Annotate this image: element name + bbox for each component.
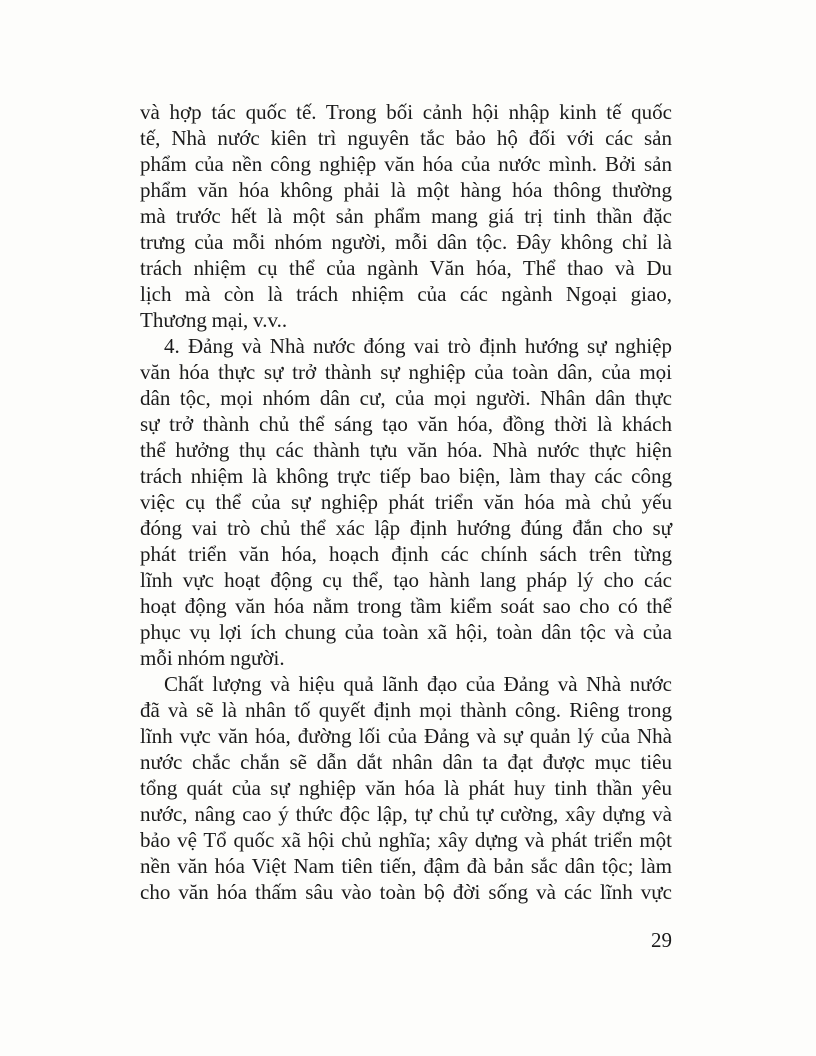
body-text xyxy=(140,99,672,905)
text-line: trách nhiệm cụ thể của ngành Văn hóa, Thể thao và Du xyxy=(140,256,672,280)
text-line: mà trước hết là một sản phẩm mang giá trị tinh thần đặc xyxy=(140,204,672,228)
text-line: phục vụ lợi ích chung của toàn xã hội, toàn dân tộc và của xyxy=(140,620,672,644)
text-line: dân tộc, mọi nhóm dân cư, của mọi người. Nhân dân thực xyxy=(140,386,672,410)
text-line: phẩm văn hóa không phải là một hàng hóa thông thường xyxy=(140,178,672,202)
text-line: đóng vai trò chủ thể xác lập định hướng đúng đắn cho sự xyxy=(140,516,672,540)
text-line: lĩnh vực văn hóa, đường lối của Đảng và sự quản lý của Nhà xyxy=(140,724,672,748)
text-line: hoạt động văn hóa nằm trong tầm kiểm soát sao cho có thể xyxy=(140,594,672,618)
paragraph xyxy=(140,333,672,671)
page-number: 29 xyxy=(651,928,672,952)
text-line: Thương mại, v.v.. xyxy=(140,308,288,332)
paragraph xyxy=(140,99,672,333)
text-line: nước, nâng cao ý thức độc lập, tự chủ tự cường, xây dựng và xyxy=(140,802,672,826)
text-line: phẩm của nền công nghiệp văn hóa của nước mình. Bởi sản xyxy=(140,152,672,176)
text-line: bảo vệ Tổ quốc xã hội chủ nghĩa; xây dựng và phát triển một xyxy=(140,828,672,852)
text-line: 4. Đảng và Nhà nước đóng vai trò định hướng sự nghiệp xyxy=(164,334,672,358)
text-line: và hợp tác quốc tế. Trong bối cảnh hội nhập kinh tế quốc xyxy=(140,100,672,124)
text-line: tổng quát của sự nghiệp văn hóa là phát huy tinh thần yêu xyxy=(140,776,672,800)
text-line: Chất lượng và hiệu quả lãnh đạo của Đảng và Nhà nước xyxy=(164,672,672,696)
text-line: mỗi nhóm người. xyxy=(140,646,285,670)
text-line: đã và sẽ là nhân tố quyết định mọi thành công. Riêng trong xyxy=(140,698,672,722)
text-line: văn hóa thực sự trở thành sự nghiệp của toàn dân, của mọi xyxy=(140,360,672,384)
paragraph xyxy=(140,671,672,905)
text-line: lĩnh vực hoạt động cụ thể, tạo hành lang pháp lý cho các xyxy=(140,568,672,592)
text-line: phát triển văn hóa, hoạch định các chính sách trên từng xyxy=(140,542,672,566)
text-line: tế, Nhà nước kiên trì nguyên tắc bảo hộ đối với các sản xyxy=(140,126,672,150)
text-line: lịch mà còn là trách nhiệm của các ngành Ngoại giao, xyxy=(140,282,672,306)
text-line: cho văn hóa thấm sâu vào toàn bộ đời sống và các lĩnh vực xyxy=(140,880,672,904)
text-line: nước chắc chắn sẽ dẫn dắt nhân dân ta đạt được mục tiêu xyxy=(140,750,672,774)
text-line: việc cụ thể của sự nghiệp phát triển văn hóa mà chủ yếu xyxy=(140,490,672,514)
text-line: trưng của mỗi nhóm người, mỗi dân tộc. Đây không chỉ là xyxy=(140,230,672,254)
text-line: thể hưởng thụ các thành tựu văn hóa. Nhà nước thực hiện xyxy=(140,438,672,462)
text-line: sự trở thành chủ thể sáng tạo văn hóa, đồng thời là khách xyxy=(140,412,672,436)
text-line: nền văn hóa Việt Nam tiên tiến, đậm đà bản sắc dân tộc; làm xyxy=(140,854,672,878)
text-line: trách nhiệm là không trực tiếp bao biện, làm thay các công xyxy=(140,464,672,488)
